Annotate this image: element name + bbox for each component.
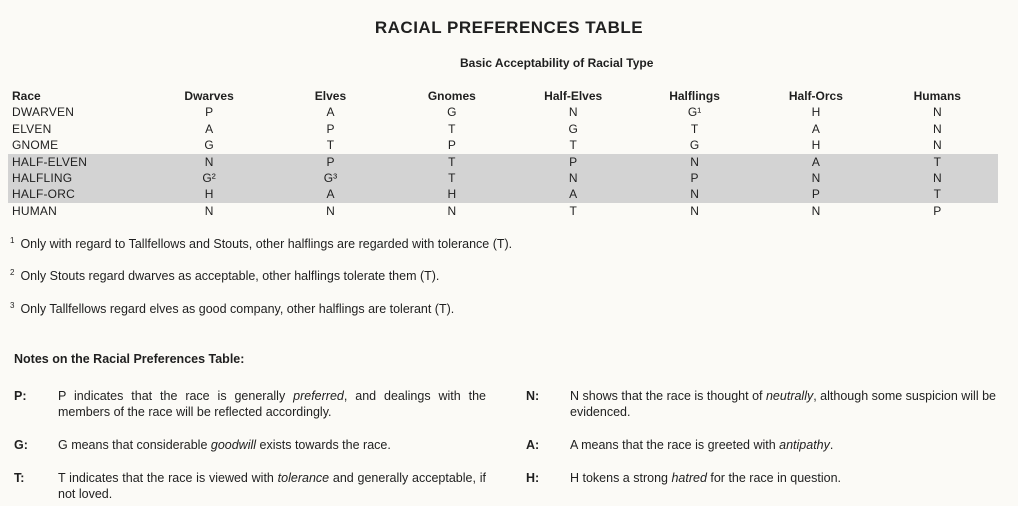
table-cell: N [932,121,942,136]
table-cell: G [568,121,578,136]
column-header-halflings: Halflings [669,89,720,103]
table-cell: P [933,203,942,218]
table-cell: N [447,203,457,218]
table-cell: H [148,186,269,202]
table-row [8,121,998,137]
table-cell: H [811,138,821,153]
table-cell: G [204,138,214,153]
note-text: A means that the race is greeted with antipathy. [570,438,834,452]
note-text: N shows that the race is thought of neutrally, although some suspicion will be evidenced. [570,389,996,419]
table-row [8,154,998,170]
row-race-label: HALF-ORC [8,186,148,202]
table-cell: T [391,170,512,186]
footnote-1 [10,236,512,251]
column-header-half-elves: Half-Elves [544,89,603,103]
table-cell: G [447,105,457,120]
table-header-row [8,88,998,104]
table-cell: N [690,203,699,218]
table-cell: N [204,203,214,218]
table-cell: A [513,186,634,202]
table-row [8,104,998,120]
table-cell: A [755,154,876,170]
note-text: H tokens a strong hatred for the race in question. [570,471,842,485]
table-row [8,137,998,153]
row-race-label: HALFLING [8,170,148,186]
table-cell: G¹ [687,105,702,120]
table-cell: N [755,170,876,186]
row-race-label: GNOME [12,138,59,153]
table-cell: N [877,170,998,186]
table-cell: N [932,105,942,120]
table-cell: N [568,105,578,120]
column-header-gnomes: Gnomes [427,89,476,103]
table-cell: A [205,121,214,136]
racial-preferences-table [8,88,998,219]
table-cell: G³ [270,170,391,186]
table-cell: T [877,154,998,170]
table-cell: N [932,138,942,153]
table-cell: T [877,186,998,202]
row-race-label: HUMAN [12,203,57,218]
notes-heading: Notes on the Racial Preferences Table: [14,352,245,366]
table-cell: P [326,121,335,136]
table-subtitle: Basic Acceptability of Racial Type [460,56,654,70]
footnote-mark: 1 [10,236,15,245]
table-cell: N [634,154,755,170]
table-cell: T [391,154,512,170]
footnote-2 [10,268,439,283]
footnote-text: Only Tallfellows regard elves as good company, other halflings are tolerant (T). [20,302,455,317]
table-cell: A [270,186,391,202]
note-text: P indicates that the race is generally preferred, and dealings with the members of the race will be reflected accordingly. [58,389,486,419]
note-key: P: [14,389,27,403]
column-header-race: Race [12,89,41,103]
note-key: A: [526,438,540,452]
row-race-label: HALF-ELVEN [8,154,148,170]
note-key: G: [14,438,28,452]
footnote-text: Only with regard to Tallfellows and Stouts, other halflings are regarded with tolerance (T). [20,237,513,252]
table-cell: H [391,186,512,202]
table-cell: N [811,203,821,218]
note-key: H: [526,471,540,485]
table-cell: T [448,121,456,136]
note-text: G means that considerable goodwill exists towards the race. [58,438,391,452]
footnote-mark: 2 [10,268,15,277]
table-cell: P [513,154,634,170]
table-cell: P [270,154,391,170]
table-cell: P [205,105,214,120]
table-cell: P [634,170,755,186]
table-cell: T [569,203,577,218]
table-cell: G² [148,170,269,186]
table-cell: T [326,138,335,153]
column-header-half-orcs: Half-Orcs [788,89,843,103]
table-row [8,186,998,202]
row-race-label: ELVEN [12,121,52,136]
table-cell: N [326,203,335,218]
table-cell: N [513,170,634,186]
table-cell: A [811,121,820,136]
column-header-dwarves: Dwarves [184,89,234,103]
footnote-3 [10,301,454,316]
column-header-humans: Humans [913,89,961,103]
table-cell: A [326,105,335,120]
column-header-elves: Elves [314,89,347,103]
row-race-label: DWARVEN [12,105,75,120]
note-key: N: [526,389,540,403]
footnote-mark: 3 [10,301,15,310]
footnote-text: Only Stouts regard dwarves as acceptable, other halflings tolerate them (T). [20,269,440,284]
table-row [8,203,998,219]
table-cell: P [755,186,876,202]
note-text: T indicates that the race is viewed with tolerance and generally acceptable, if not loved. [58,471,486,501]
table-cell: T [690,121,699,136]
table-cell: P [447,138,456,153]
table-cell: H [811,105,821,120]
page-title: RACIAL PREFERENCES TABLE [374,18,644,37]
table-cell: N [148,154,269,170]
table-cell: T [569,138,577,153]
table-cell: N [634,186,755,202]
note-key: T: [14,471,25,485]
table-row [8,170,998,186]
table-cell: G [689,138,700,153]
